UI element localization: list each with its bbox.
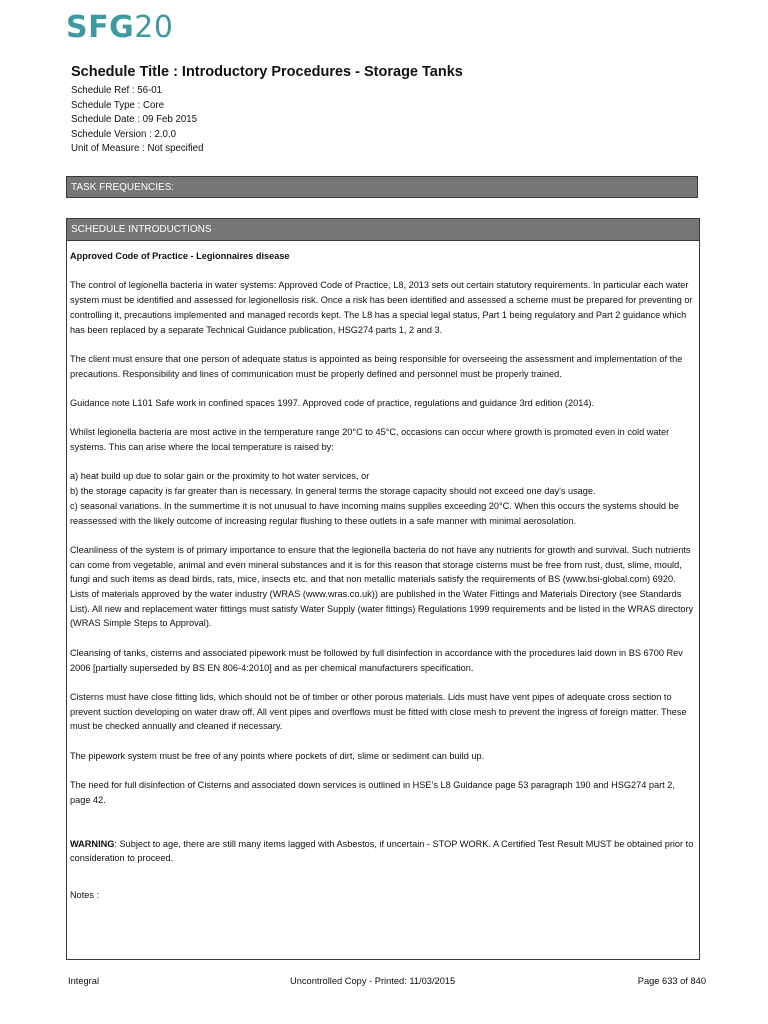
introductions-content [67,241,699,903]
intro-paragraph-1: The control of legionella bacteria in water systems: Approved Code of Practice, L8, 2013 sets out certain statutory requirements. In particular each water system must be identified and assessed for legionellosis risk. Once a risk has been identified and assessed a scheme must be prepared for preventing or controlling it, precautions implemented and managed records kept. The L8 has a special legal status, Part 1 being regulatory and Part 2 guidance which has been replaced by a separate Technical Guidance publication, HSG274 parts 1, 2 and 3. [70,280,693,335]
warning-text: : Subject to age, there are still many items lagged with Asbestos, if uncertain - STOP WORK. A Certified Test Result MUST be obtained prior to consideration to proceed. [70,838,694,864]
warning-label: WARNING [70,838,115,849]
intro-paragraph-2: The client must ensure that one person of adequate status is appointed as being responsible for overseeing the assessment and implementation of the precautions. Responsibility and lines of communication must be properly defined and personnel must be properly trained. [70,353,683,379]
intro-paragraph-8: The pipework system must be free of any points where pockets of dirt, slime or sediment can build up. [70,750,485,761]
intro-paragraph-7: Cisterns must have close fitting lids, which should not be of timber or other porous materials. Lids must have vent pipes of adequate cross section to prevent suction developing on water draw off. All vent pipes and overflows must be fitted with close mesh to prevent the ingress of foreign matter. These must be checked annually and cleaned if necessary. [70,691,687,732]
schedule-date: Schedule Date : 09 Feb 2015 [71,114,198,126]
schedule-ref: Schedule Ref : 56-01 [71,85,163,96]
logo-text-20: 20 [134,10,174,45]
notes-label: Notes : [70,889,100,900]
task-frequencies-bar: TASK FREQUENCIES: [66,176,698,198]
logo-text-sfg: SFG [66,10,135,45]
sfg20-logo [66,10,173,45]
schedule-header [71,64,711,157]
schedule-introductions-bar: SCHEDULE INTRODUCTIONS [67,219,699,241]
footer-left: Integral [68,976,100,986]
unit-of-measure: Unit of Measure : Not specified [71,143,204,155]
list-item-b: b) the storage capacity is far greater than is necessary. In general terms the storage capacity should not exceed one day's usage. [70,486,596,497]
intro-paragraph-4: Whilst legionella bacteria are most active in the temperature range 20°C to 45°C, occasions can occur where growth is promoted even in cold water systems. This can arise where the local temperature is raised by: [70,427,670,453]
list-item-c: c) seasonal variations. In the summertime it is not unusual to have incoming mains supplies exceeding 20°C. When this occurs the systems should be reassessed with the likely outcome of increasing regular flushing to these outlets in a safe manner with minimal aerosolation. [70,500,679,526]
footer-center: Uncontrolled Copy - Printed: 11/03/2015 [290,976,456,986]
warning-paragraph [70,837,695,866]
list-item-a: a) heat build up due to solar gain or the proximity to hot water services, or [70,471,370,482]
intro-paragraph-5: Cleanliness of the system is of primary importance to ensure that the legionella bacteria do not have any nutrients for growth and survival. Such nutrients can come from vegetable, animal and even mineral substances and it is for this reason that storage cisterns must be free from rust, dust, slime, mould, fungi and such items as dead birds, rats, mice, insects etc. and that non metallic materials satisfy the requirements of BS (www.bsi-global.com) 6920. Lists of materials approved by the water industry (WRAS (www.wras.co.uk)) are published in the Water Fittings and Materials Directory (see Standards List). All new and replacement water fittings must satisfy Water Supply (water fittings) Regulations 1999 requirements and be listed in the WRAS directory (WRAS Simple Steps to Approval). [70,544,694,629]
intro-paragraph-9: The need for full disinfection of Cisterns and associated down services is outlined in HSE's L8 Guidance page 53 paragraph 190 and HSG274 part 2, page 42. [70,780,675,805]
intro-paragraph-3: Guidance note L101 Safe work in confined spaces 1997. Approved code of practice, regulations and guidance 3rd edition (2014). [70,397,595,408]
footer-page-number: Page 633 of 840 [637,976,706,986]
intro-paragraph-6: Cleansing of tanks, cisterns and associated pipework must be followed by full disinfection in accordance with the procedures laid down in BS 6700 Rev 2006 [partially superseded by BS EN 806-4:2010] and as per chemical manufacturers specification. [70,647,683,673]
schedule-introductions-box [66,218,700,960]
schedule-title: Schedule Title : Introductory Procedures - Storage Tanks [71,64,463,80]
schedule-type: Schedule Type : Core [71,99,164,111]
intro-heading: Approved Code of Practice - Legionnaires disease [70,251,290,261]
schedule-version: Schedule Version : 2.0.0 [71,128,177,140]
temperature-list [70,469,695,528]
